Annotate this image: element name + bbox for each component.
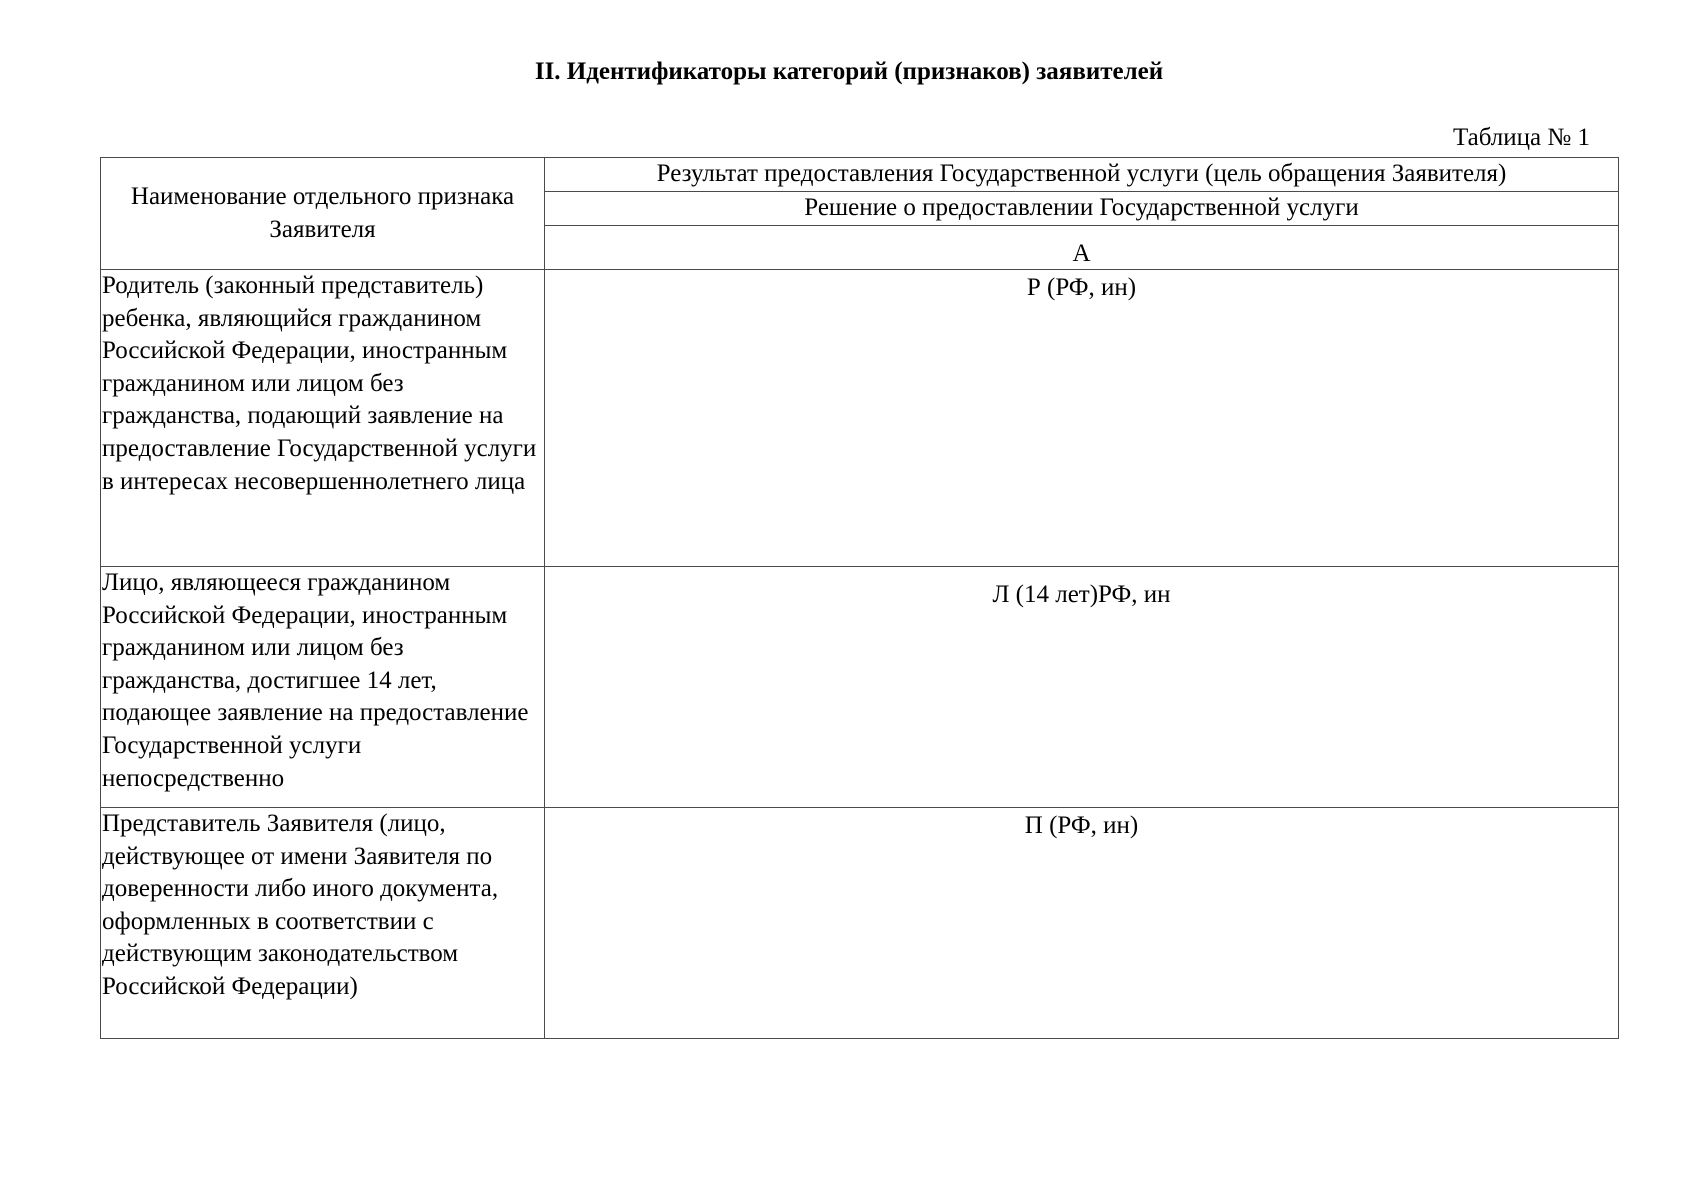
header-name-column: Наименование отдельного признака Заявителя (101, 158, 545, 270)
row-value: П (РФ, ин) (545, 808, 1619, 1039)
header-decision: Решение о предоставлении Государственной услуги (545, 192, 1619, 226)
header-row-result (101, 158, 1619, 192)
row-value: Р (РФ, ин) (545, 270, 1619, 567)
header-code: А (545, 226, 1619, 270)
table-row (101, 567, 1619, 808)
row-label: Лицо, являющееся гражданином Российской Федерации, иностранным гражданином или лицом без гражданства, достигшее 14 лет, подающее заявление на предоставление Государственной услуги непосредственно (101, 567, 545, 808)
table-row (101, 808, 1619, 1039)
row-label: Родитель (законный представитель) ребенка, являющийся гражданином Российской Федерации, иностранным гражданином или лицом без гражданства, подающий заявление на предоставление Государственной услуги в интересах несовершеннолетнего лица (101, 270, 545, 567)
table-number: Таблица № 1 (1452, 124, 1590, 151)
section-title: II. Идентификаторы категорий (признаков) заявителей (534, 58, 1164, 85)
table-row (101, 270, 1619, 567)
row-value: Л (14 лет)РФ, ин (545, 567, 1619, 808)
row-label: Представитель Заявителя (лицо, действующее от имени Заявителя по доверенности либо иного документа, оформленных в соответствии с действующим законодательством Российской Федерации) (101, 808, 545, 1039)
applicant-categories-table (100, 157, 1619, 1039)
header-result: Результат предоставления Государственной услуги (цель обращения Заявителя) (545, 158, 1619, 192)
